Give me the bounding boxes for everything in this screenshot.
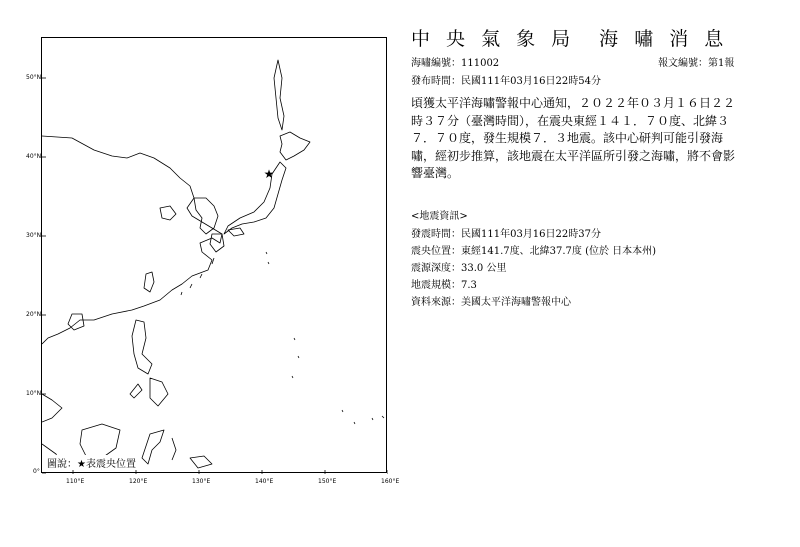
lon-label: 120°E — [129, 478, 148, 485]
lon-label: 160°E — [381, 478, 400, 485]
lon-label: 150°E — [318, 478, 337, 485]
map — [41, 37, 387, 473]
quake-info-value: 33.0 公里 — [461, 263, 507, 274]
lat-label: 30°N — [26, 232, 42, 239]
quake-info-value: 7.3 — [461, 280, 477, 291]
tsunami-number-value: 111002 — [461, 58, 500, 69]
epicenter-star-icon: ★ — [263, 167, 275, 181]
issue-time — [411, 72, 601, 87]
issue-time-value: 民國111年03月16日22時54分 — [461, 76, 601, 87]
quake-info-value: 民國111年03月16日22時37分 — [461, 229, 601, 240]
tsunami-number-label: 海嘯編號： — [411, 58, 461, 69]
lon-label: 130°E — [192, 478, 211, 485]
lat-label: 50°N — [26, 74, 42, 81]
report-number-label: 報文編號： — [658, 58, 708, 69]
quake-info-label: 震央位置： — [411, 246, 461, 257]
quake-info-label: 發震時間： — [411, 229, 461, 240]
lat-label: 20°N — [26, 311, 42, 318]
quake-info-label: 資料來源： — [411, 297, 461, 308]
quake-info-value: 東經141.7度、北緯37.7度 (位於 日本本州) — [461, 246, 657, 257]
map-legend: 圖說：★表震央位置 — [45, 455, 138, 470]
lat-label: 40°N — [26, 153, 42, 160]
lat-label: 0° — [33, 468, 40, 475]
issue-time-label: 發布時間： — [411, 76, 461, 87]
quake-info-row — [411, 242, 656, 257]
lon-label: 140°E — [255, 478, 274, 485]
quake-info-value: 美國太平洋海嘯警報中心 — [461, 297, 571, 308]
quake-info-label: 地震規模： — [411, 280, 461, 291]
page-title: 中 央 氣 象 局 海 嘯 消 息 — [411, 28, 729, 50]
lon-label: 110°E — [66, 478, 85, 485]
quake-info-row — [411, 293, 571, 308]
quake-info-row — [411, 276, 477, 291]
coastline-map — [42, 38, 388, 474]
report-number-value: 第1報 — [708, 58, 735, 69]
quake-info-label: 震源深度： — [411, 263, 461, 274]
quake-info-row — [411, 259, 506, 274]
quake-section-title: <地震資訊> — [411, 211, 468, 222]
lat-label: 10°N — [26, 390, 42, 397]
report-number — [658, 54, 734, 69]
graticule-ticks — [42, 78, 388, 474]
message-body: 頃獲太平洋海嘯警報中心通知，２０２２年０３月１６日２２時３７分（臺灣時間），在震央東經１４１．７０度、北緯３７．７０度，發生規模７．３地震。該中心研判可能引發海嘯，經初步推算，該地震在太平洋區所引發之海嘯，將不會影響臺灣。 — [411, 96, 736, 180]
tsunami-number — [411, 54, 499, 69]
quake-info-row — [411, 225, 601, 240]
